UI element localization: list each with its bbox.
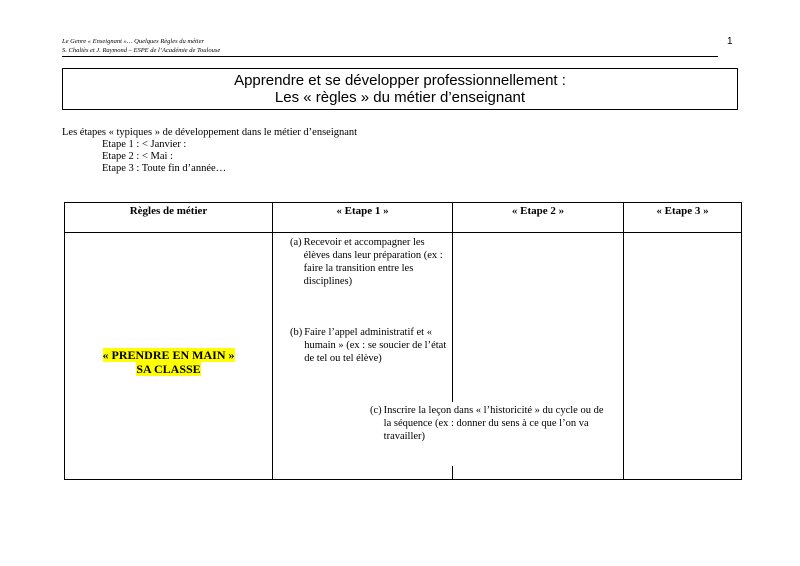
page-number: 1 [727, 36, 733, 47]
intro-lead: Les étapes « typiques » de développement dans le métier d’enseignant [62, 127, 358, 138]
header-rule [62, 56, 718, 57]
table-border-left [64, 202, 65, 480]
intro-step-2: Etape 2 : < Mai : [102, 151, 173, 162]
item-text: Recevoir et accompagner les élèves dans leur préparation (ex : faire la transition entre les disciplines) [303, 237, 443, 287]
item-text: Faire l’appel administratif et « humain » (ex : se soucier de l’état de tel ou tel élève) [304, 327, 447, 364]
item-label: (a) [290, 237, 302, 248]
col-header-etape-3: « Etape 3 » [656, 205, 709, 217]
rule-name-line-1: « PRENDRE EN MAIN » [102, 348, 235, 362]
list-item [370, 404, 610, 443]
header-line-2: S. Chaliès et J. Raymond – ESPE de l’Académie de Toulouse [62, 47, 221, 54]
item-text: Inscrire la leçon dans « l’historicité » du cycle ou de la séquence (ex : donner du sens à ce que l’on va travailler) [383, 405, 604, 442]
list-item [290, 236, 452, 288]
table-header-divider [64, 232, 742, 233]
table-col-divider-2-upper [452, 202, 453, 402]
intro-step-1: Etape 1 : < Janvier : [102, 139, 187, 150]
col-header-etape-1: « Etape 1 » [336, 205, 389, 217]
col-header-etape-2: « Etape 2 » [511, 205, 565, 217]
title-line-1: Apprendre et se développer professionnellement : [234, 72, 566, 89]
title-box [62, 68, 738, 110]
rule-name [65, 348, 272, 376]
col-header-rules: Règles de métier [129, 205, 208, 217]
item-label: (b) [290, 327, 303, 338]
table-border-right [741, 202, 742, 480]
title-line-2: Les « règles » du métier d’enseignant [274, 89, 526, 106]
intro-step-3: Etape 3 : Toute fin d’année… [102, 163, 227, 174]
rule-name-line-2: SA CLASSE [136, 362, 201, 376]
header-line-1: Le Genre « Enseignant »… Quelques Règles du métier [62, 38, 205, 45]
table-border-top [64, 202, 742, 203]
item-label: (c) [370, 405, 382, 416]
table-col-divider-3 [623, 202, 624, 480]
table-col-divider-1 [272, 202, 273, 480]
table-border-bottom [64, 479, 742, 480]
list-item [290, 326, 452, 365]
table-col-divider-2-lower [452, 466, 453, 480]
